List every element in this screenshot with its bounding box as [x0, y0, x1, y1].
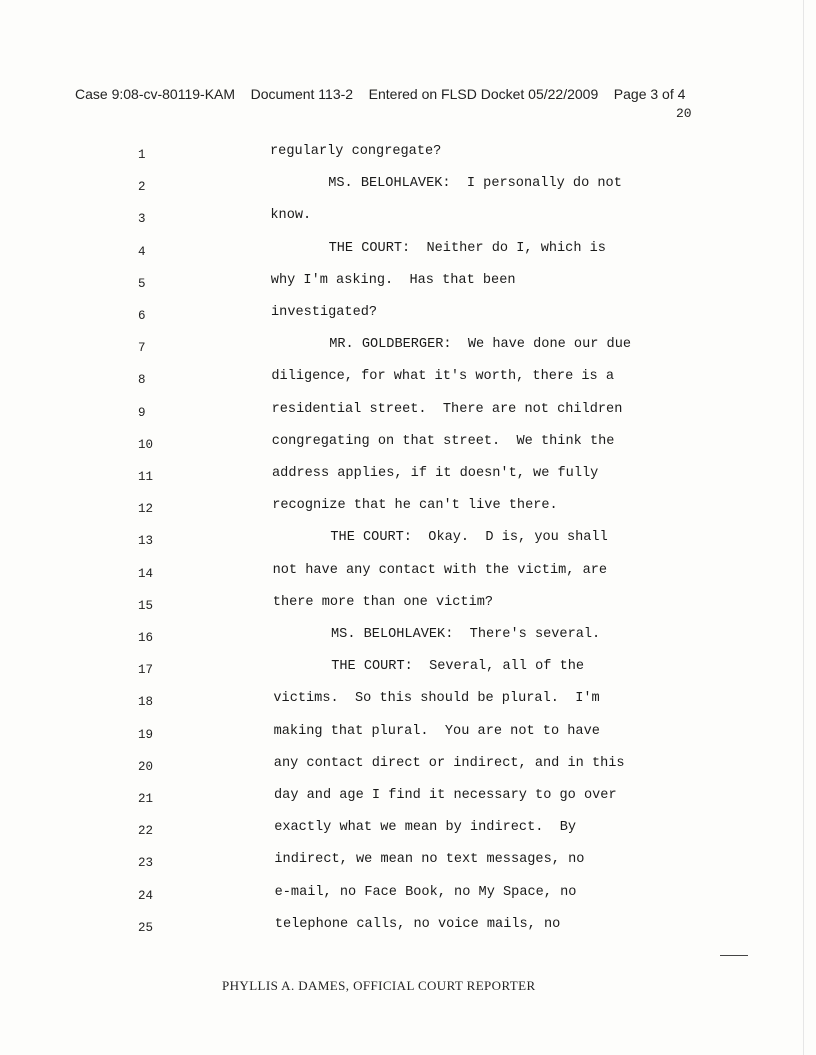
line-number: 21 [138, 792, 154, 806]
transcript-line: diligence, for what it's worth, there is a [271, 369, 615, 385]
transcript-line: investigated? [271, 305, 378, 320]
transcript-line: MS. BELOHLAVEK: I personally do not [328, 176, 622, 192]
page-indicator: Page 3 of 4 [613, 86, 686, 102]
transcript-page-number: 20 [676, 106, 692, 121]
line-number: 9 [138, 405, 146, 420]
line-number: 16 [138, 631, 154, 645]
transcript-line: MR. GOLDBERGER: We have done our due [329, 337, 632, 353]
transcript-line: THE COURT: Several, all of the [331, 659, 585, 675]
case-number: Case 9:08-cv-80119-KAM [75, 86, 236, 102]
line-number: 18 [138, 695, 154, 710]
line-number: 8 [138, 373, 146, 388]
docket-header [75, 86, 685, 102]
transcript-line: regularly congregate? [270, 144, 442, 159]
line-number: 14 [138, 566, 154, 581]
transcript-line: recognize that he can't live there. [272, 498, 558, 514]
line-number: 22 [138, 824, 154, 839]
transcript-line: there more than one victim? [272, 594, 494, 610]
line-number: 4 [138, 244, 146, 259]
transcript-line: THE COURT: Neither do I, which is [328, 240, 606, 256]
transcript-line: indirect, we mean no text messages, no [274, 852, 585, 868]
line-number: 23 [138, 856, 154, 871]
line-number: 10 [138, 437, 154, 452]
line-number: 15 [138, 598, 154, 613]
document-number: Document 113-2 [250, 86, 354, 102]
line-number: 1 [138, 148, 146, 162]
line-number: 7 [138, 341, 146, 356]
transcript-line: exactly what we mean by indirect. By [274, 820, 577, 836]
line-number: 25 [138, 920, 154, 935]
line-number: 17 [138, 663, 154, 678]
line-number: 11 [138, 470, 154, 484]
transcript-line: why I'm asking. Has that been [270, 272, 516, 288]
transcript-line: know. [270, 208, 312, 224]
transcript-line: e-mail, no Face Book, no My Space, no [274, 884, 577, 900]
court-reporter-footer: PHYLLIS A. DAMES, OFFICIAL COURT REPORTER [222, 978, 536, 993]
line-number: 24 [138, 888, 154, 903]
transcript-line: residential street. There are not children [271, 401, 623, 417]
line-number: 5 [138, 276, 146, 291]
transcript-line: making that plural. You are not to have [273, 723, 600, 739]
line-number: 12 [138, 502, 154, 517]
line-number: 20 [138, 759, 154, 774]
transcript-line: victims. So this should be plural. I'm [273, 691, 600, 707]
transcript-line: THE COURT: Okay. D is, you shall [330, 530, 608, 546]
transcript-line: congregating on that street. We think the [271, 433, 615, 449]
transcript-line: address applies, if it doesn't, we fully [272, 466, 599, 481]
transcript-line: not have any contact with the victim, are [272, 562, 608, 578]
transcript-line: any contact direct or indirect, and in this [273, 755, 625, 771]
line-number: 13 [138, 534, 154, 549]
line-number: 19 [138, 727, 154, 742]
line-number: 2 [138, 180, 146, 195]
transcript-line: MS. BELOHLAVEK: There's several. [331, 627, 601, 642]
transcript-line: day and age I find it necessary to go over [274, 788, 617, 803]
margin-mark [720, 955, 748, 956]
line-number: 3 [138, 212, 146, 227]
transcript-line: telephone calls, no voice mails, no [274, 916, 561, 932]
docket-entry: Entered on FLSD Docket 05/22/2009 [368, 86, 599, 102]
line-number: 6 [138, 309, 146, 323]
page-edge [803, 0, 804, 1055]
